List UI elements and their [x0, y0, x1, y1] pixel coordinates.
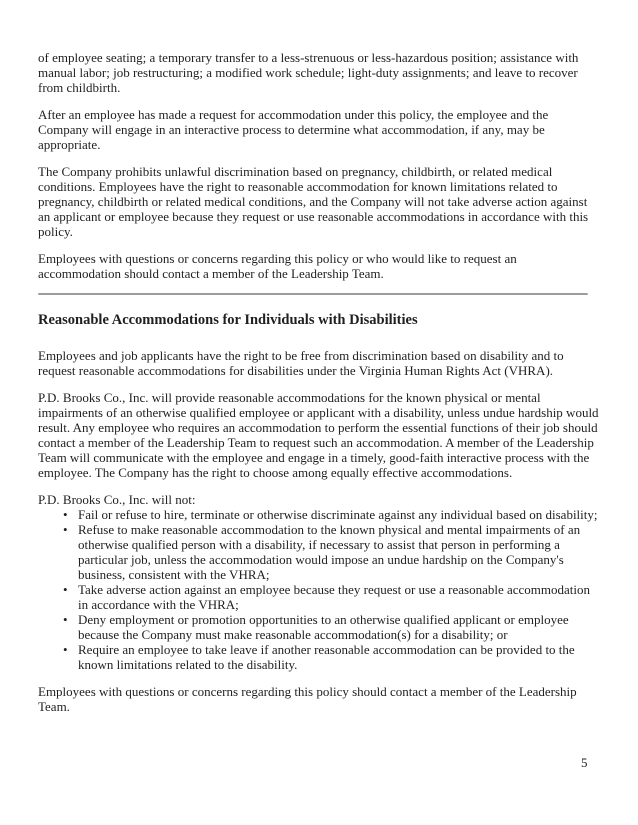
prohibited-actions-list [38, 507, 600, 672]
list-intro: P.D. Brooks Co., Inc. will not: [38, 492, 196, 507]
list-item [38, 507, 600, 522]
section-divider [38, 293, 588, 295]
list-item [38, 612, 600, 642]
list-item-text: Deny employment or promotion opportunities to an otherwise qualified applicant or employee because the Company must make reasonable accommodation(s) for a disability; or [78, 612, 569, 642]
list-item [38, 522, 600, 582]
paragraph-questions-contact: Employees with questions or concerns regarding this policy or who would like to request an accommodation should contact a member of the Leadership Team. [38, 251, 517, 281]
bullet-icon: • [63, 582, 68, 597]
section-heading-disabilities: Reasonable Accommodations for Individuals with Disabilities [38, 312, 418, 328]
list-item-text: Refuse to make reasonable accommodation to the known physical and mental impairments of an otherwise qualified person with a disability, if necessary to assist that person in performing a particular job, unless the accommodation would impose an undue hardship on the Company's business, consistent with the VHRA; [78, 522, 581, 582]
paragraph-pregnancy-discrimination: The Company prohibits unlawful discrimination based on pregnancy, childbirth, or related medical conditions. Employees have the right to reasonable accommodation for known limitations related to pregnancy, childbirth or related medical conditions, and the Company will not take adverse action against an applicant or employee because they request or use reasonable accommodations in accordance with this policy. [38, 164, 589, 239]
list-item-text: Fail or refuse to hire, terminate or otherwise discriminate against any individual based on disability; [78, 507, 598, 522]
paragraph-interactive-process: After an employee has made a request for accommodation under this policy, the employee and the Company will engage in an interactive process to determine what accommodation, if any, may be appropriate. [38, 107, 549, 152]
list-item [38, 582, 600, 612]
list-item [38, 642, 600, 672]
bullet-icon: • [63, 612, 68, 627]
paragraph-closing-contact: Employees with questions or concerns regarding this policy should contact a member of the Leadership Team. [38, 684, 577, 714]
bullet-icon: • [63, 522, 68, 537]
page-number: 5 [581, 755, 588, 770]
bullet-icon: • [63, 507, 68, 522]
paragraph-company-accommodations: P.D. Brooks Co., Inc. will provide reasonable accommodations for the known physical or mental impairments of an otherwise qualified employee or applicant with a disability, unless undue hardship would result. Any employee who requires an accommodation to perform the essential functions of their job should contact a member of the Leadership Team to request such an accommodation. A member of the Leadership Team will communicate with the employee and engage in a timely, good-faith interactive process with the employee. The Company has the right to choose among equally effective accommodations. [38, 390, 599, 480]
bullet-icon: • [63, 642, 68, 657]
list-item-text: Require an employee to take leave if another reasonable accommodation can be provided to the known limitations related to the disability. [78, 642, 575, 672]
paragraph-accommodation-examples: of employee seating; a temporary transfer to a less-strenuous or less-hazardous position; assistance with manual labor; job restructuring; a modified work schedule; light-duty assignments; and leave to recover from childbirth. [38, 50, 579, 95]
paragraph-vhra-rights: Employees and job applicants have the right to be free from discrimination based on disability and to request reasonable accommodations for disabilities under the Virginia Human Rights Act (VHRA). [38, 348, 564, 378]
list-item-text: Take adverse action against an employee because they request or use a reasonable accommodation in accordance with the VHRA; [78, 582, 591, 612]
